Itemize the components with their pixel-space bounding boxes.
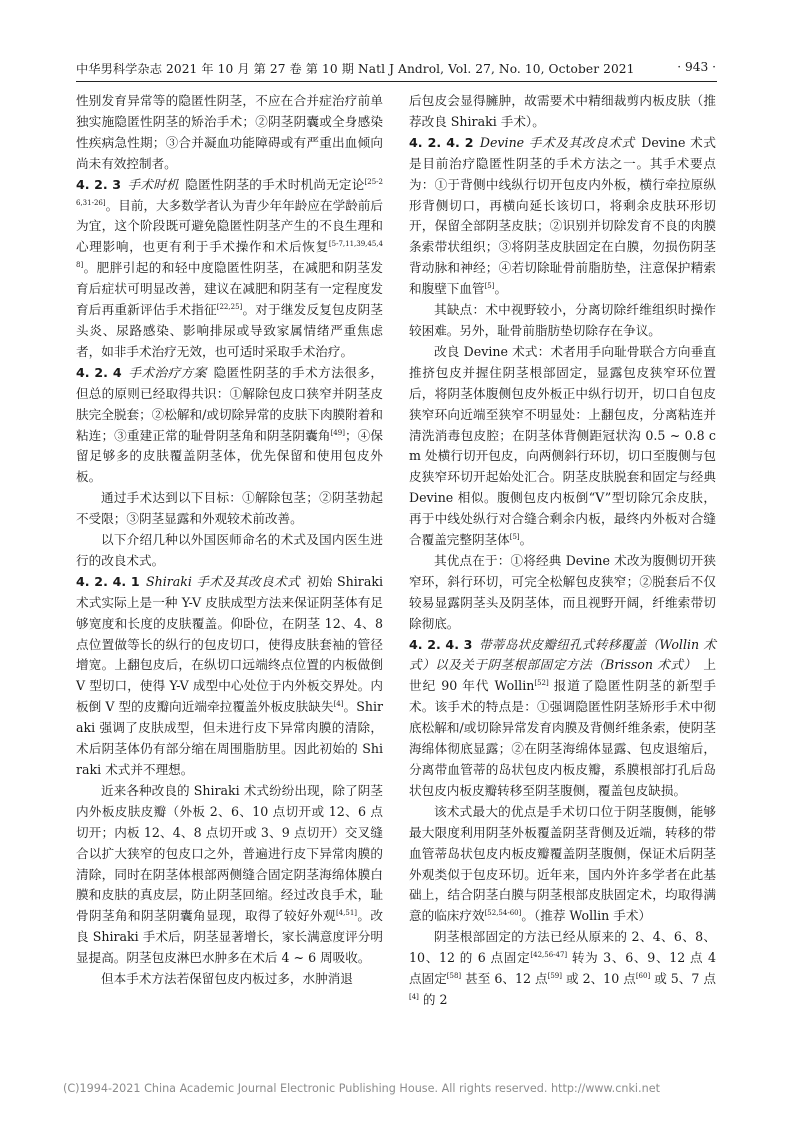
citation-ref: [52,54-60] bbox=[484, 909, 522, 918]
page-number: · 943 · bbox=[677, 60, 716, 74]
paragraph-text: 。 bbox=[519, 532, 533, 548]
citation-ref: [25-26,31-26] bbox=[76, 177, 384, 207]
citation-ref: [58] bbox=[446, 972, 462, 981]
section-number: 4. 2. 4. 3 bbox=[409, 636, 473, 652]
paragraph bbox=[76, 530, 383, 572]
section-number: 4. 2. 4. 1 bbox=[76, 573, 140, 589]
paragraph bbox=[409, 91, 716, 133]
paragraph-text: Devine 术式是目前治疗隐匿性阴茎的手术方法之一。其手术要点为：①于背侧中线纵行切开包皮内外板，横行牵拉原纵形背侧切口，再横向延长该切口，将剩余皮肤环形切开，保留全部阴茎皮肤；②识别并切除发育不良的肉膜条索带状组织；③将阴茎皮肤固定在白膜，勿损伤阴茎背动脉和神经；④若切除耻骨前脂肪垫，注意保护精索和腹壁下血管 bbox=[409, 134, 717, 297]
paragraph-text: 或 2、10 点 bbox=[561, 971, 636, 987]
header-rule bbox=[76, 81, 717, 82]
paragraph bbox=[76, 488, 383, 530]
section-title: Devine 手术及其改良术式 bbox=[479, 134, 635, 150]
section-title: Shiraki 手术及其改良术式 bbox=[145, 573, 301, 589]
citation-ref: [42,56-47] bbox=[530, 951, 568, 960]
paragraph-text: 近来各种改良的 Shiraki 术式纷纷出现，除了阴茎内外板皮肤皮瓣（外板 2、6、10 点切开或 12、6 点切开；内板 12、4、8 点切开或 3、9 点切开）交叉缝合以扩大狭窄的包皮口之外，普遍进行皮下异常肉膜的清除，同时在阴茎体根部两侧缝合固定阴茎海绵体膜白膜和皮肤的真皮层，防止阴茎回缩。经过改良手术，耻骨阴茎角和阴茎阴囊角显现，取得了较好外观 bbox=[76, 782, 383, 924]
paragraph-text: 。（推荐 Wollin 手术） bbox=[521, 908, 652, 924]
citation-ref: [4] bbox=[333, 700, 344, 709]
paragraph bbox=[409, 927, 716, 1011]
paragraph-text: 性别发育异常等的隐匿性阴茎，不应在合并症治疗前单独实施隐匿性阴茎的矫治手术；②阴茎阴囊或全身感染性疾病急性期；③合并凝血功能障碍或有严重出血倾向尚未有效控制者。 bbox=[76, 93, 383, 171]
paragraph-text: 初始 Shiraki 术式实际上是一种 Y-V 皮肤成型方法来保证阴茎体有足够宽度和长度的皮肤覆盖。仰卧位，在阴茎 12、4、8 点位置做等长的纵行的包皮切口，使得皮肤套袖的管径增宽。上翻包皮后，在纵切口远端终点位置的内板做倒 V 型切口，使得 Y-V 成型中心处位于内外板交界处。内板倒 V 型的皮瓣向近端牵拉覆盖外板皮肤缺失 bbox=[76, 573, 383, 715]
citation-ref: [59] bbox=[547, 972, 562, 981]
journal-citation: 中华男科学杂志 2021 年 10 月 第 27 卷 第 10 期 Natl J Androl, Vol. 27, No. 10, October 2021 bbox=[76, 62, 635, 76]
paragraph-text: 隐匿性阴茎的手术时机尚无定论 bbox=[185, 176, 365, 192]
paragraph-text: 。改良 Shiraki 手术后，阴茎显著增长，家长满意度评分明显提高。阴茎包皮淋巴水肿多在术后 4 ~ 6 周吸收。 bbox=[76, 908, 384, 966]
paragraph bbox=[76, 175, 383, 363]
section-title: 手术治疗方案 bbox=[127, 364, 207, 380]
paragraph-text: 改良 Devine 术式：术者用手向耻骨联合方向垂直推挤包皮并握住阴茎根部固定，显露包皮狭窄环位置后，将阴茎体腹侧包皮外板正中纵行切开，切口自包皮狭窄环向近端至狭窄不明显处：上翻包皮，分离粘连并清洗消毒包皮腔；在阴茎体背侧距冠状沟 0.5 ~ 0.8 cm 处横行切开包皮，向两侧斜行环切，切口至腹侧与包皮狭窄环切开起始处汇合。阴茎皮肤脱套和固定与经典 Devine 相似。腹侧包皮内板倒“V”型切除冗余皮肤，再于中线处纵行对合缝合剩余内板，最终内外板对合缝合覆盖完整阴茎体 bbox=[409, 343, 716, 548]
paragraph-text: 其缺点：术中视野较小，分离切除纤维组织时操作较困难。另外，耻骨前脂肪垫切除存在争议。 bbox=[409, 302, 716, 338]
paragraph bbox=[76, 572, 383, 781]
paragraph-text: 。 bbox=[494, 281, 508, 297]
citation-ref: [4,51] bbox=[335, 909, 358, 918]
citation-ref: [52] bbox=[534, 679, 549, 688]
paragraph-text: 上世纪 90 年代 Wollin bbox=[409, 657, 716, 694]
paragraph-text: 转为 3、6、9、12 点 4 点固定 bbox=[409, 950, 716, 987]
paragraph bbox=[76, 363, 383, 488]
paragraph-text: 隐匿性阴茎的手术方法很多，但总的原则已经取得共识：①解除包皮口狭窄并阴茎皮肤完全脱套；②松解和/或切除异常的皮肤下肉膜附着和粘连；③重建正常的耻骨阴茎角和阴茎阴囊角 bbox=[76, 364, 384, 443]
citation-ref: [4] bbox=[409, 992, 419, 1001]
running-header bbox=[76, 60, 716, 78]
section-number: 4. 2. 3 bbox=[76, 176, 122, 192]
paragraph bbox=[409, 635, 716, 802]
citation-ref: [5] bbox=[509, 533, 520, 542]
paragraph bbox=[76, 91, 383, 175]
paragraph-text: ；④保留足够多的皮肤覆盖阴茎体，优先保留和使用包皮外板。 bbox=[76, 427, 384, 485]
paragraph bbox=[409, 342, 716, 551]
right-column bbox=[409, 91, 716, 1011]
paragraph-text: 。Shiraki 强调了皮肤成型，但未进行皮下异常肉膜的清除，术后阴茎体仍有部分缩在周围脂肪里。因此初始的 Shiraki 术式并不理想。 bbox=[76, 699, 383, 777]
paragraph-text: 后包皮会显得臃肿，故需要术中精细裁剪内板皮肤（推荐改良 Shiraki 手术）。 bbox=[409, 93, 716, 129]
citation-ref: [49] bbox=[330, 428, 345, 437]
paragraph-text: 该术式最大的优点是手术切口位于阴茎腹侧，能够最大限度利用阴茎外板覆盖阴茎背侧及近端，转移的带血管蒂岛状包皮内板皮瓣覆盖阴茎腹侧，保证术后阴茎外观类似于包皮环切。近年来，国内外许多学者在此基础上，结合阴茎白膜与阴茎根部皮肤固定术，均取得满意的临床疗效 bbox=[409, 803, 716, 924]
citation-ref: [5-7,11,39,45,48] bbox=[76, 240, 383, 270]
citation-ref: [60] bbox=[635, 972, 651, 981]
paragraph bbox=[409, 300, 716, 342]
paragraph bbox=[76, 781, 383, 969]
paragraph-text: 。对于继发反复包皮阴茎头炎、尿路感染、影响排尿或导致家属情绪严重焦虑者，如非手术治疗无效，也可适时采取手术治疗。 bbox=[76, 302, 384, 359]
paragraph-text: 的 2 bbox=[418, 991, 448, 1007]
paragraph-text: 或 5、7 点 bbox=[650, 971, 717, 987]
section-number: 4. 2. 4. 2 bbox=[409, 134, 474, 150]
citation-ref: [22,25] bbox=[216, 303, 243, 312]
paragraph bbox=[409, 133, 716, 300]
paragraph-text: 。目前，大多数学者认为青少年年龄应在学龄前后为宜，这个阶段既可避免隐匿性阴茎产生的不良生理和心理影响，也更有利于手术操作和术后恢复 bbox=[76, 197, 383, 255]
paragraph-text: 以下介绍几种以外国医师命名的术式及国内医生进行的改良术式。 bbox=[76, 532, 383, 568]
paragraph bbox=[76, 969, 383, 990]
left-column bbox=[76, 91, 383, 990]
section-number: 4. 2. 4 bbox=[76, 364, 122, 380]
section-title: 手术时机 bbox=[127, 176, 179, 192]
paragraph-text: 。肥胖引起的和轻中度隐匿性阴茎，在减肥和阴茎发育后症状可明显改善，建议在减肥和阴茎有一定程度发育后再重新评估手术指征 bbox=[76, 260, 383, 318]
paragraph bbox=[409, 551, 716, 635]
copyright-footer: (C)1994-2021 China Academic Journal Electronic Publishing House. All rights reserved. http://www.cnki.net bbox=[63, 1082, 660, 1095]
paragraph-text: 阴茎根部固定的方法已经从原来的 2、4、6、8、10、12 的 6 点固定 bbox=[409, 929, 716, 966]
paragraph-text: 报道了隐匿性阴茎的新型手术。该手术的特点是：①强调隐匿性阴茎矫形手术中彻底松解和/或切除异常发育肉膜及背侧纤维条索，使阴茎海绵体彻底显露；②在阴茎海绵体显露、包皮退缩后，分离带血管蒂的岛状包皮内板皮瓣，系膜根部打孔后岛状包皮内板皮瓣转移至阴茎腹侧，覆盖包皮缺损。 bbox=[409, 678, 716, 798]
paragraph-text: 通过手术达到以下目标：①解除包茎；②阴茎勃起不受限；③阴茎显露和外观较术前改善。 bbox=[76, 490, 383, 527]
paragraph bbox=[409, 802, 716, 927]
paragraph-text: 但本手术方法若保留包皮内板过多，水肿消退 bbox=[101, 971, 353, 987]
section-title: 带蒂岛状皮瓣纽孔式转移覆盖（Wollin 术式）以及关于阴茎根部固定方法（Brisson 术式） bbox=[409, 636, 716, 673]
paragraph-text: 其优点在于：①将经典 Devine 术改为腹侧切开狭窄环，斜行环切，可完全松解包皮狭窄；②脱套后不仅较易显露阴茎头及阴茎体，而且视野开阔，纤维索带切除彻底。 bbox=[409, 552, 716, 631]
paragraph-text: 甚至 6、12 点 bbox=[461, 971, 548, 987]
citation-ref: [5] bbox=[484, 282, 495, 291]
